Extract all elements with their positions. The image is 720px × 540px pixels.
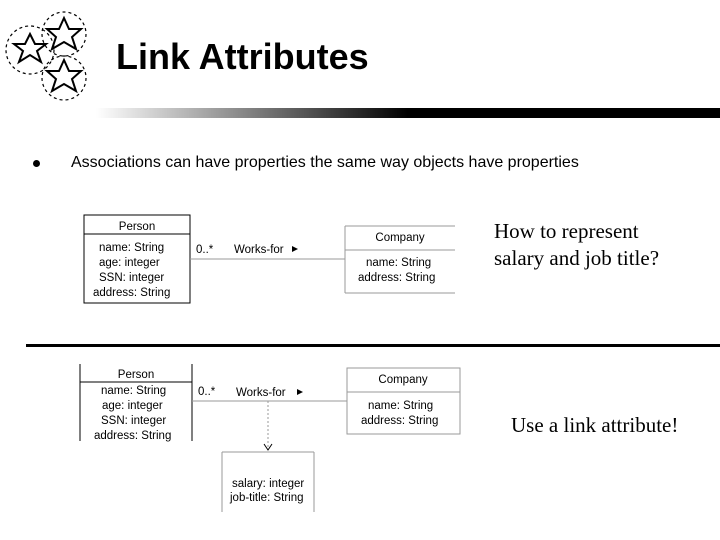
direction-arrow-icon: [297, 389, 303, 395]
direction-arrow-icon: [292, 246, 298, 252]
bullet-dot: [33, 160, 40, 167]
person-attribute: SSN: integer: [99, 272, 165, 284]
person-attribute: age: integer: [99, 257, 160, 269]
question-note: [494, 218, 659, 272]
bullet-text: Associations can have properties the same way objects have properties: [71, 154, 579, 171]
multiplicity-label: 0..*: [196, 244, 214, 256]
link-attribute: job-title: String: [230, 492, 304, 504]
person-attribute: SSN: integer: [101, 415, 167, 427]
company-attribute: address: String: [361, 415, 439, 427]
title-rule: [96, 108, 720, 118]
person-attribute: address: String: [93, 287, 171, 299]
star-logo-icon: [2, 8, 98, 104]
association-label: Works-for: [236, 387, 286, 399]
arrowhead-icon: [264, 444, 272, 450]
slide-title: Link Attributes: [116, 36, 369, 77]
company-class-box: [347, 368, 460, 434]
section-divider: [26, 344, 720, 347]
person-attribute: name: String: [101, 385, 167, 397]
company-attribute: address: String: [358, 272, 436, 284]
person-attribute: name: String: [99, 242, 165, 254]
question-line: salary and job title?: [494, 246, 660, 270]
company-class-name: Company: [375, 232, 425, 244]
person-attribute: age: integer: [102, 400, 163, 412]
company-attribute: name: String: [366, 257, 432, 269]
person-class-name: Person: [118, 221, 156, 233]
question-line: How to represent: [494, 219, 639, 243]
person-class-box: [84, 215, 190, 303]
answer-note: Use a link attribute!: [511, 413, 679, 437]
company-class-name: Company: [378, 374, 428, 386]
link-attribute: salary: integer: [232, 478, 305, 490]
person-class-name: Person: [117, 369, 155, 381]
association-label: Works-for: [234, 244, 284, 256]
person-attribute: address: String: [94, 430, 172, 442]
company-attribute: name: String: [368, 400, 434, 412]
multiplicity-label: 0..*: [198, 386, 216, 398]
